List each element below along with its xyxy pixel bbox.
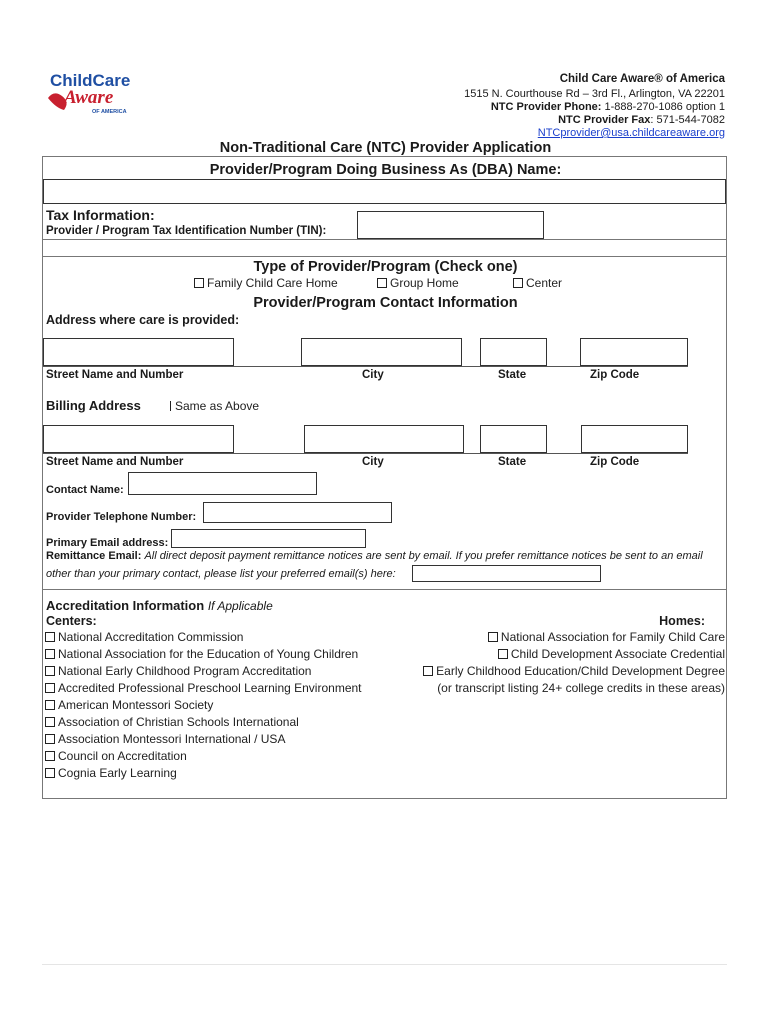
- centers-item[interactable]: [45, 765, 362, 782]
- item-label: Association of Christian Schools International: [58, 715, 299, 729]
- checkbox[interactable]: [488, 632, 498, 642]
- homes-item[interactable]: [423, 663, 725, 680]
- option-label: Family Child Care Home: [207, 276, 338, 290]
- option-label: Group Home: [390, 276, 459, 290]
- org-address: 1515 N. Courthouse Rd – 3rd Fl., Arlington, VA 22201: [464, 88, 725, 100]
- type-heading: Type of Provider/Program (Check one): [253, 259, 518, 275]
- centers-item[interactable]: [45, 748, 362, 765]
- homes-item[interactable]: [423, 646, 725, 663]
- centers-list: [45, 629, 362, 782]
- logo-text-of-america: OF AMERICA: [92, 109, 127, 115]
- checkbox[interactable]: [194, 278, 204, 288]
- childcare-aware-logo: [44, 68, 136, 116]
- accreditation-title: Accreditation Information: [46, 598, 205, 613]
- billing-street-label: Street Name and Number: [46, 456, 184, 468]
- item-label: National Association for Family Child Care: [500, 630, 725, 644]
- primary-email-label: Primary Email address:: [46, 537, 169, 549]
- care-street-label: Street Name and Number: [46, 369, 184, 381]
- dba-label: Provider/Program Doing Business As (DBA) Name:: [209, 162, 562, 178]
- remittance-text-2: other than your primary contact, please list your preferred email(s) here:: [46, 568, 396, 580]
- logo-text-aware: Aware: [64, 87, 114, 108]
- page-footer-rule: [42, 964, 727, 965]
- centers-item[interactable]: [45, 714, 362, 731]
- item-label: Cognia Early Learning: [58, 766, 177, 780]
- divider: [42, 589, 727, 590]
- billing-state-input[interactable]: [480, 425, 547, 453]
- fax-value: : 571-544-7082: [650, 114, 725, 126]
- checkbox[interactable]: [45, 700, 55, 710]
- billing-zip-input[interactable]: [581, 425, 688, 453]
- homes-list: [423, 629, 725, 697]
- contact-name-input[interactable]: [128, 472, 317, 495]
- centers-item[interactable]: [45, 663, 362, 680]
- org-email-link[interactable]: NTCprovider@usa.childcareaware.org: [537, 127, 725, 139]
- checkbox[interactable]: [170, 401, 171, 411]
- address-underline: [43, 366, 688, 367]
- centers-item[interactable]: [45, 629, 362, 646]
- item-label: Council on Accreditation: [58, 749, 187, 763]
- same-as-above-label: Same as Above: [175, 399, 260, 413]
- care-city-label: City: [362, 369, 384, 381]
- option-label: Center: [526, 276, 563, 290]
- tin-input[interactable]: [357, 211, 544, 239]
- care-zip-label: Zip Code: [590, 369, 640, 381]
- billing-zip-label: Zip Code: [590, 456, 640, 468]
- checkbox[interactable]: [45, 632, 55, 642]
- accreditation-note: If Applicable: [207, 599, 273, 613]
- remittance-label: Remittance Email:: [46, 550, 142, 562]
- checkbox[interactable]: [45, 649, 55, 659]
- care-state-label: State: [498, 369, 527, 381]
- item-label: Early Childhood Education/Child Development Degree: [436, 664, 725, 678]
- care-state-input[interactable]: [480, 338, 547, 366]
- billing-street-input[interactable]: [43, 425, 234, 453]
- care-city-input[interactable]: [301, 338, 462, 366]
- item-label: National Accreditation Commission: [58, 630, 244, 644]
- tax-heading: Tax Information:: [46, 207, 155, 223]
- remittance-line-1: [46, 550, 703, 562]
- tin-label: Provider / Program Tax Identification Number (TIN):: [46, 225, 327, 237]
- item-label: Child Development Associate Credential: [510, 647, 725, 661]
- primary-email-input[interactable]: [171, 529, 366, 548]
- type-option-center[interactable]: [513, 276, 562, 290]
- item-label: American Montessori Society: [58, 698, 214, 712]
- care-address-label: Address where care is provided:: [46, 313, 240, 327]
- checkbox[interactable]: [377, 278, 387, 288]
- billing-city-input[interactable]: [304, 425, 464, 453]
- phone-label: NTC Provider Phone:: [490, 101, 602, 113]
- item-label: National Association for the Education of Young Children: [58, 647, 359, 661]
- checkbox[interactable]: [513, 278, 523, 288]
- billing-state-label: State: [498, 456, 527, 468]
- item-label: National Early Childhood Program Accreditation: [58, 664, 312, 678]
- phone-value: 1-888-270-1086 option 1: [604, 101, 725, 113]
- checkbox[interactable]: [45, 751, 55, 761]
- type-option-group-home[interactable]: [377, 276, 459, 290]
- same-as-above-option[interactable]: [170, 399, 259, 413]
- logo-text-childcare: ChildCare: [50, 71, 131, 90]
- checkbox[interactable]: [45, 666, 55, 676]
- homes-item[interactable]: [423, 629, 725, 646]
- billing-city-label: City: [362, 456, 384, 468]
- divider: [42, 256, 727, 257]
- provider-phone-label: Provider Telephone Number:: [46, 511, 197, 523]
- address-underline: [43, 453, 688, 454]
- checkbox[interactable]: [45, 734, 55, 744]
- centers-item[interactable]: [45, 680, 362, 697]
- billing-label: Billing Address: [46, 398, 141, 413]
- checkbox[interactable]: [45, 768, 55, 778]
- provider-phone-input[interactable]: [203, 502, 392, 523]
- checkbox[interactable]: [45, 683, 55, 693]
- item-label: Association Montessori International / USA: [58, 732, 286, 746]
- checkbox[interactable]: [498, 649, 508, 659]
- centers-label: Centers:: [46, 614, 97, 628]
- org-phone: [491, 101, 725, 115]
- care-street-input[interactable]: [43, 338, 234, 366]
- checkbox[interactable]: [423, 666, 433, 676]
- homes-label: Homes:: [659, 614, 705, 628]
- contact-name-label: Contact Name:: [46, 484, 124, 496]
- form-title: Non-Traditional Care (NTC) Provider Application: [219, 140, 552, 156]
- accreditation-heading: [46, 598, 273, 613]
- homes-note: (or transcript listing 24+ college credits in these areas): [437, 681, 725, 695]
- dba-input[interactable]: [43, 179, 726, 204]
- fax-label: NTC Provider Fax: [558, 114, 651, 126]
- remittance-text-1: All direct deposit payment remittance notices are sent by email. If you prefer remittance notices be sent to an email: [144, 550, 703, 562]
- centers-item[interactable]: [45, 646, 362, 663]
- contact-heading: Provider/Program Contact Information: [253, 295, 518, 311]
- checkbox[interactable]: [45, 717, 55, 727]
- org-name: Child Care Aware® of America: [559, 73, 725, 85]
- divider: [42, 239, 727, 240]
- remittance-email-input[interactable]: [412, 565, 601, 582]
- care-zip-input[interactable]: [580, 338, 688, 366]
- item-label: Accredited Professional Preschool Learning Environment: [58, 681, 362, 695]
- centers-item[interactable]: [45, 697, 362, 714]
- centers-item[interactable]: [45, 731, 362, 748]
- type-option-family-child-care-home[interactable]: [194, 276, 338, 290]
- org-fax: [558, 114, 725, 128]
